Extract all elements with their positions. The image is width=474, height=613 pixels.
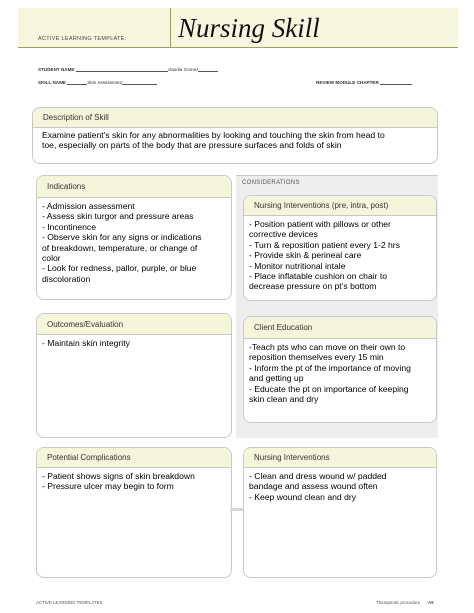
footer-page-number: A9 xyxy=(428,600,434,605)
indications-body xyxy=(37,198,231,287)
description-line: toe, especially on parts of the body that are pressure surfaces and folds of skin xyxy=(42,140,342,151)
description-line: Examine patient's skin for any abnormalities by looking and touching the skin from head to xyxy=(42,130,385,140)
outcomes-heading: Outcomes/Evaluation xyxy=(37,314,231,335)
complications-line: - Pressure ulcer may begin to form xyxy=(42,481,174,492)
outcomes-box xyxy=(36,313,232,438)
indications-line: discoloration xyxy=(42,273,91,284)
outcomes-line: - Maintain skin integrity xyxy=(42,338,130,348)
client-education-line: -Teach pts who can move on their own to xyxy=(249,342,406,352)
considerations-label: CONSIDERATIONS xyxy=(242,180,300,186)
interventions-pre-line: - Position patient with pillows or other xyxy=(249,219,391,229)
description-heading: Description of Skill xyxy=(33,108,437,128)
interventions-pre-line: - Provide skin & perineal care xyxy=(249,250,362,261)
interventions-pre-line: decrease pressure on pt’s bottom xyxy=(249,281,377,292)
interventions-pre-line: - Monitor nutritional intale xyxy=(249,260,346,271)
indications-line: of breakdown, temperature, or change of xyxy=(42,242,198,253)
skill-name-line-end xyxy=(122,80,157,85)
client-education-line: - Inform the pt of the importance of moving xyxy=(249,362,411,373)
student-name-row xyxy=(38,67,218,72)
footer-right-label: Therapeutic procedure xyxy=(376,600,421,605)
indications-line: color xyxy=(42,253,61,264)
client-education-box xyxy=(243,316,437,423)
interventions-pre-line: - Turn & reposition patient every 1-2 hrs xyxy=(249,239,400,250)
client-education-line: and getting up xyxy=(249,373,304,384)
client-education-heading: Client Education xyxy=(244,317,436,339)
review-module-label: REVIEW MODULE CHAPTER xyxy=(316,80,379,85)
connector-bar xyxy=(230,508,244,511)
template-label: ACTIVE LEARNING TEMPLATE: xyxy=(38,36,127,42)
skill-name-value: Skin Assessment xyxy=(87,80,123,85)
interventions-box xyxy=(243,447,437,578)
client-education-line: - Educate the pt on importance of keeping xyxy=(249,383,409,394)
description-body xyxy=(33,128,437,154)
interventions-pre-heading: Nursing Interventions (pre, intra, post) xyxy=(244,196,436,216)
interventions-pre-box xyxy=(243,195,437,301)
student-name-value: claudia Gomez xyxy=(167,67,199,72)
complications-heading: Potential Complications xyxy=(37,448,231,468)
indications-line: - Look for redness, pallor, purple, or blue xyxy=(42,263,197,274)
interventions-heading: Nursing Interventions xyxy=(244,448,436,468)
review-module-line xyxy=(380,80,412,85)
indications-box xyxy=(36,175,232,300)
complications-box xyxy=(36,447,232,578)
interventions-pre-line: corrective devices xyxy=(249,229,318,240)
title-divider xyxy=(170,8,171,48)
interventions-body xyxy=(244,468,436,505)
skill-name-line xyxy=(67,80,87,85)
indications-line: - Incontinence xyxy=(42,221,96,232)
skill-name-label: SKILL NAME xyxy=(38,80,66,85)
student-name-line-end xyxy=(198,67,218,72)
student-name-line xyxy=(76,67,168,72)
indications-line: - Admission assessment xyxy=(42,201,135,211)
interventions-line: - Clean and dress wound w/ padded xyxy=(249,471,387,481)
interventions-pre-line: - Place inflatable cushion on chair to xyxy=(249,271,388,282)
indications-heading: Indications xyxy=(37,176,231,198)
skill-name-row xyxy=(38,80,157,85)
indications-line: - Observe skin for any signs or indications xyxy=(42,232,202,243)
client-education-body xyxy=(244,339,436,407)
interventions-pre-body xyxy=(244,216,436,295)
indications-line: - Assess skin turgor and pressure areas xyxy=(42,211,194,222)
description-box xyxy=(32,107,438,164)
interventions-line: - Keep wound clean and dry xyxy=(249,491,357,502)
student-name-label: STUDENT NAME xyxy=(38,67,75,72)
footer-left: ACTIVE LEARNING TEMPLATES xyxy=(36,600,103,605)
outcomes-body xyxy=(37,335,231,351)
complications-body xyxy=(37,468,231,495)
complications-line: - Patient shows signs of skin breakdown xyxy=(42,471,195,481)
interventions-line: bandage and assess wound often xyxy=(249,481,378,492)
document-title: Nursing Skill xyxy=(178,13,320,43)
client-education-line: skin clean and dry xyxy=(249,394,319,405)
review-module-row xyxy=(316,80,412,85)
client-education-line: reposition themselves every 15 min xyxy=(249,352,384,363)
